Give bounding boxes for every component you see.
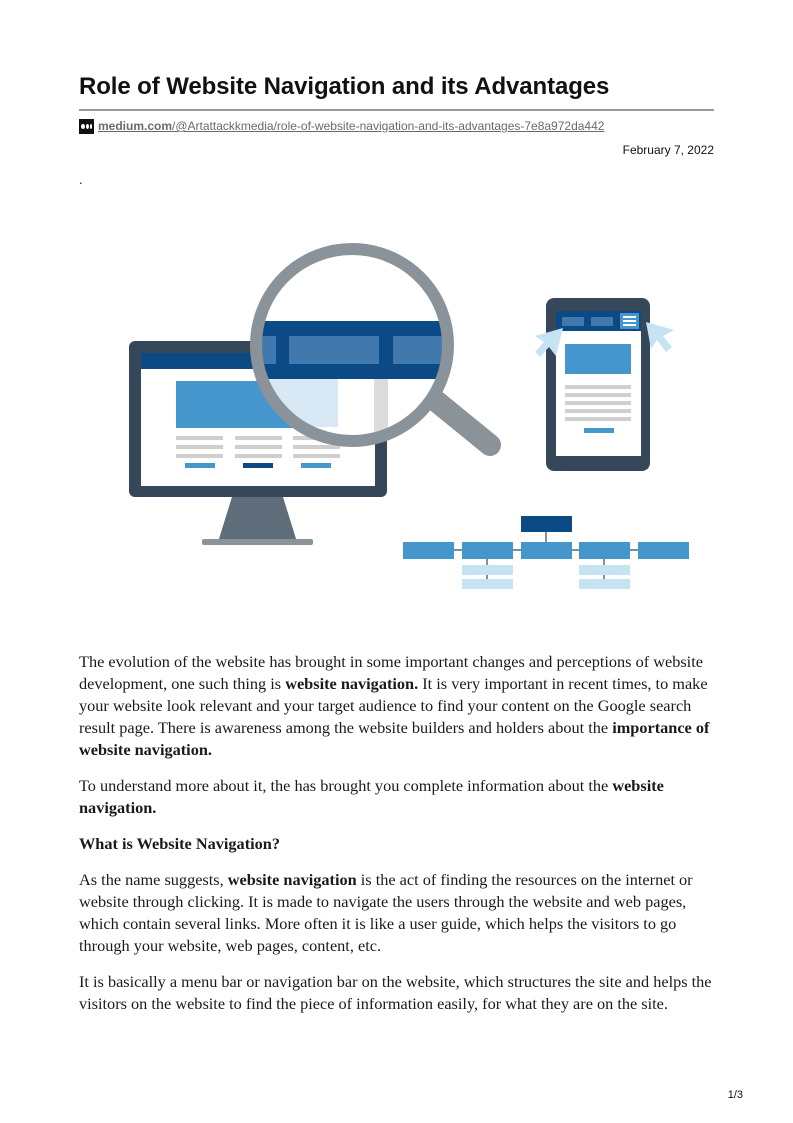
title-divider <box>79 109 714 111</box>
article-title: Role of Website Navigation and its Advantages <box>79 73 610 100</box>
page-number: 1/3 <box>727 1089 743 1101</box>
source-domain: medium.com <box>98 119 173 133</box>
source-path: /@Artattackkmedia/role-of-website-navigation-and-its-advantages-7e8a972da442 <box>172 119 605 133</box>
source-line <box>79 118 604 134</box>
paragraph-definition: As the name suggests, website navigation is the act of finding the resources on the internet or website through clicking. It is made to navigate the users through the website and web pages, which contain several links. More often it is like a user guide, which helps the visitors to go through your website, web pages, content, etc. <box>79 870 693 955</box>
paragraph-understand: To understand more about it, the has brought you complete information about the website navigation. <box>79 776 664 817</box>
paragraph-intro: The evolution of the website has brought in some important changes and perceptions of website development, one such thing is website navigation. It is very important in recent times, to make your website look relevant and your target audience to find your content on the Google search result page. There is awareness among the website builders and holders about the importance of website navigation. <box>79 652 710 759</box>
mobile-icon <box>546 298 650 471</box>
article-body <box>79 651 719 1029</box>
paragraph-menu-bar: It is basically a menu bar or navigation bar on the website, which structures the site and helps the visitors on the website to find the piece of information easily, for what they are on the site. <box>79 972 712 1013</box>
section-heading: What is Website Navigation? <box>79 834 280 853</box>
magnifier-icon <box>250 249 490 449</box>
stray-dot: . <box>79 172 83 187</box>
cursor-right-icon <box>646 322 674 352</box>
publish-date: February 7, 2022 <box>622 143 714 157</box>
source-link[interactable] <box>98 119 604 133</box>
medium-logo-icon <box>79 119 94 134</box>
sitemap-icon <box>403 516 689 589</box>
website-navigation-illustration <box>0 200 793 620</box>
